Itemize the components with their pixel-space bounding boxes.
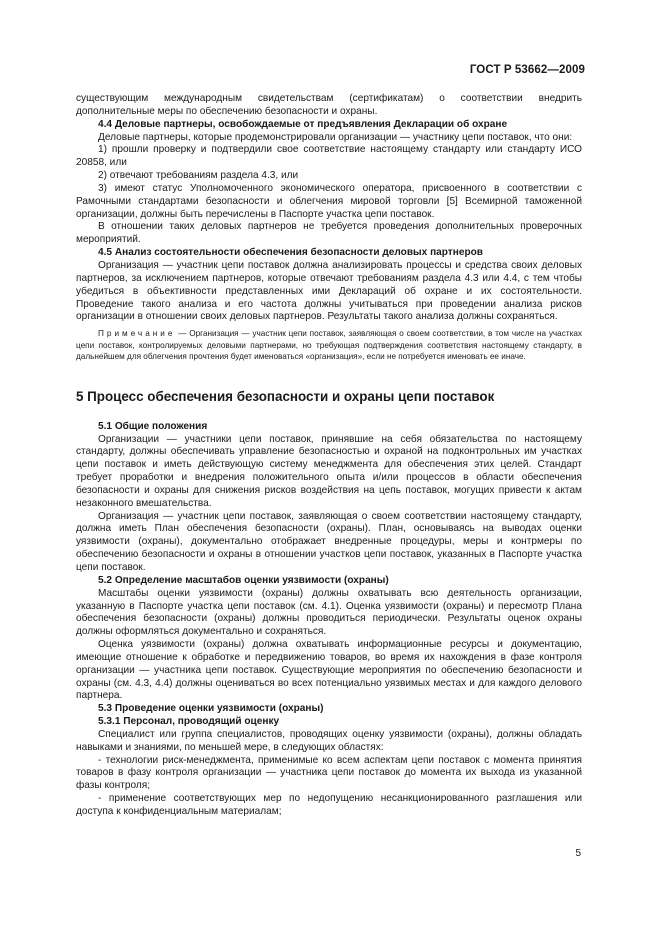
section-title-5: 5 Процесс обеспечения безопасности и охраны цепи поставок (76, 388, 495, 404)
paragraph: Масштабы оценки уязвимости (охраны) должны охватывать всю деятельность организации, указанную в Паспорте участка цепи поставок (см. 4.1). Оценка уязвимости (охраны) и пересмотр Плана обеспечения безопасности (охраны) должны проводиться периодически. Результаты оценок охраны должны оформляться документально и сохраняться. (76, 587, 582, 638)
paragraph-continuation: существующим международным свидетельствам (сертификатам) о соответствии внедрить дополнительные меры по обеспечению безопасности и охраны. (76, 93, 582, 117)
paragraph: Деловые партнеры, которые продемонстрировали организации — участнику цепи поставок, что они: (98, 131, 573, 143)
paragraph: Специалист или группа специалистов, проводящих оценку уязвимости (охраны), должны обладать навыками и знаниями, по меньшей мере, в следующих областях: (76, 728, 582, 753)
note (76, 328, 582, 363)
paragraph: В отношении таких деловых партнеров не требуется проведения дополнительных проверочных мероприятий. (76, 221, 582, 246)
section-heading-5-1: 5.1 Общие положения (98, 420, 208, 432)
page-content (76, 93, 582, 819)
section-heading-4-4: 4.4 Деловые партнеры, освобождаемые от предъявления Декларации об охране (98, 118, 508, 130)
standard-header: ГОСТ Р 53662—2009 (469, 64, 585, 76)
list-item: - технологии риск-менеджмента, применимые ко всем аспектам цепи поставок с момента принятия товаров в фазу контроля организации — участника цепи поставок до момента их выхода из указанной фазы контроля; (76, 754, 582, 792)
paragraph: Организации — участники цепи поставок, принявшие на себя обязательства по настоящему стандарту, должны обеспечивать управление безопасностью и охраной на подконтрольных им участках цепи поставок и иметь действующую систему менеджмента для обеспечения этих целей. Стандарт требует проработки и внедрения положительного опыта и/или процессов в области обеспечения безопасности и охраны для снижения рисков воздействия на цепь поставок, могущих привести к актам незаконного вмешательства. (76, 433, 582, 509)
note-text: — Организация — участник цепи поставок, заявляющая о своем соответствии, в том числе на участках цепи поставок, контролируемых деловыми партнерами, но требующая подтверждения соответствия настоящему стандарту, в дальнейшем для облегчения прочтения будет именоваться «организация», если не потребуется именовать ее иначе. (76, 329, 582, 362)
paragraph: Организация — участник цепи поставок, заявляющая о своем соответствии настоящему стандарту, должна иметь План обеспечения безопасности (охраны). План, основываясь на выводах оценки уязвимости (охраны), документально отображает внедренные процедуры, меры и контрмеры по обеспечению безопасности и охраны в отношении участков цепи поставок, указанных в Паспорте участка цепи поставок. (76, 510, 582, 573)
paragraph: Организация — участник цепи поставок должна анализировать процессы и средства своих деловых партнеров, за исключением партнеров, которые отвечают требованиям раздела 4.3 или 4.4, с тем чтобы убедиться в объективности представленных ими Деклараций об охране и их состоятельности. Проведение такого анализа и его частота должны учитываться при проведении анализа рисков организации в отношении своих деловых партнеров. Результаты такого анализа должны сохраняться. (76, 259, 582, 323)
list-item: 2) отвечают требованиям раздела 4.3, или (98, 170, 299, 182)
list-item: - применение соответствующих мер по недопущению несанкционированного разглашения или доступа к конфиденциальным материалам; (76, 793, 582, 817)
section-heading-4-5: 4.5 Анализ состоятельности обеспечения безопасности деловых партнеров (98, 247, 484, 259)
page-number: 5 (575, 848, 581, 859)
list-item: 3) имеют статус Уполномоченного экономического оператора, присвоенного в соответствии с Рамочными стандартами безопасности и облегчения мировой торговли [5] Всемирной таможенной организации, должны быть перечислены в Паспорте участка цепи поставок. (76, 182, 582, 220)
paragraph: Оценка уязвимости (охраны) должна охватывать информационные ресурсы и документацию, имеющие отношение к обработке и передвижению товаров, во время их нахождения в фазе контроля организации — участника цепи поставок. Существующие мероприятия по обеспечению безопасности и охраны (см. 4.3, 4.4) должны оцениваться во всех потенциально уязвимых местах и для каждого делового партнера. (76, 639, 582, 702)
section-heading-5-2: 5.2 Определение масштабов оценки уязвимости (охраны) (98, 574, 389, 586)
list-item: 1) прошли проверку и подтвердили свое соответствие настоящему стандарту или стандарту ИСО 20858, или (76, 144, 582, 169)
section-heading-5-3: 5.3 Проведение оценки уязвимости (охраны) (98, 703, 324, 715)
section-heading-5-3-1: 5.3.1 Персонал, проводящий оценку (98, 716, 280, 728)
note-label: Примечание (98, 329, 176, 339)
